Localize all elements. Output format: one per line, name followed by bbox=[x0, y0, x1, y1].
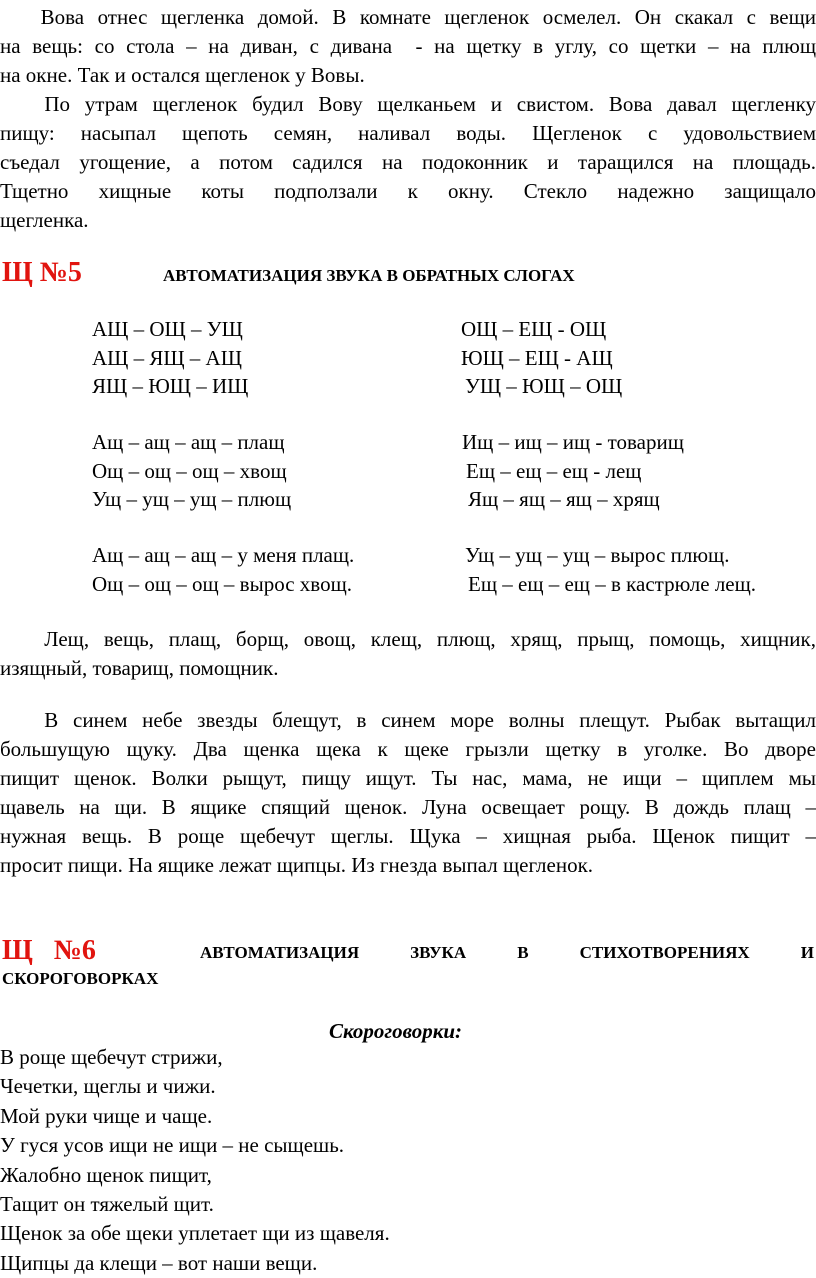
poem-line: Щипцы да клещи – вот наши вещи. bbox=[0, 1250, 318, 1275]
syllable-line: АЩ – ОЩ – УЩ bbox=[92, 317, 243, 341]
paragraph-goldfinch-mornings bbox=[0, 90, 816, 235]
syllable-line: Ащ – ащ – ащ – плащ bbox=[92, 430, 285, 454]
text-line: съедал угощение, а потом садился на подоконник и таращился на площадь. bbox=[0, 150, 816, 174]
text-line: пищит щенок. Волки рыщут, пищу ищут. Ты нас, мама, не ищи – щиплем мы bbox=[0, 766, 816, 790]
poem-line: У гуся усов ищи не ищи – не сыщешь. bbox=[0, 1133, 345, 1158]
text-line: нужная вещь. В роще щебечут щеглы. Щука – хищная рыба. Щенок пищит – bbox=[0, 824, 816, 848]
paragraph-word-list bbox=[0, 625, 816, 683]
text-line: на вещь: со стола – на диван, с дивана - на щетку в углу, со щетки – на плющ bbox=[0, 34, 816, 58]
text-line: большущую щуку. Два щенка щека к щеке грызли щетку в уголке. Во дворе bbox=[0, 737, 816, 761]
poem-line: Жалобно щенок пищит, bbox=[0, 1162, 212, 1187]
section-6-number: Щ №6 bbox=[2, 935, 96, 966]
syllables-left-group-1 bbox=[92, 315, 248, 401]
text-line: щегленка. bbox=[0, 208, 89, 232]
phrase-line: Ощ – ощ – ощ – вырос хвощ. bbox=[92, 571, 352, 596]
poem-line: Мой руки чище и чаще. bbox=[0, 1103, 213, 1128]
words-left-group-2 bbox=[92, 428, 291, 514]
text-line: По утрам щегленок будил Вову щелканьем и свистом. Вова давал щегленку bbox=[0, 92, 816, 116]
paragraph-practice-text bbox=[0, 706, 816, 880]
syllable-line: УЩ – ЮЩ – ОЩ bbox=[465, 374, 623, 398]
section-6-title-line-2: СКОРОГОВОРКАХ bbox=[2, 969, 159, 988]
text-line: щавель на щи. В ящике спящий щенок. Луна освещает рощу. В дождь плащ – bbox=[0, 795, 816, 819]
text-line: пищу: насыпал щепоть семян, наливал воды. Щегленок с удовольствием bbox=[0, 121, 816, 145]
text-line: просит пищи. На ящике лежат щипцы. Из гнезда выпал щегленок. bbox=[0, 853, 594, 877]
syllable-line: Ущ – ущ – ущ – плющ bbox=[92, 487, 292, 511]
phrases-left-group-3 bbox=[92, 541, 354, 598]
phrase-line: Ещ – ещ – ещ – в кастрюле лещ. bbox=[468, 571, 757, 596]
syllable-line: Ощ – ощ – ощ – хвощ bbox=[92, 458, 287, 483]
text-line: Тщетно хищные коты подползали к окну. Стекло надежно защищало bbox=[0, 179, 816, 203]
poem-line: Щенок за обе щеки уплетает щи из щавеля. bbox=[0, 1221, 390, 1246]
syllable-line: ОЩ – ЕЩ - ОЩ bbox=[461, 317, 607, 341]
phrase-line: Ущ – ущ – ущ – вырос плющ. bbox=[465, 543, 730, 567]
phrase-line: Ащ – ащ – ащ – у меня плащ. bbox=[92, 543, 355, 567]
syllable-line: ЯЩ – ЮЩ – ИЩ bbox=[92, 374, 249, 398]
syllable-line: ЮЩ – ЕЩ - АЩ bbox=[461, 345, 613, 370]
syllable-line: Ящ – ящ – ящ – хрящ bbox=[468, 487, 660, 511]
section-6-title-text: АВТОМАТИЗАЦИЯ ЗВУКА В СТИХОТВОРЕНИЯХ И bbox=[200, 943, 814, 962]
syllable-line: АЩ – ЯЩ – АЩ bbox=[92, 345, 242, 370]
text-line: В синем небе звезды блещут, в синем море волны плещут. Рыбак вытащил bbox=[0, 708, 816, 732]
paragraph-goldfinch-home bbox=[0, 3, 816, 90]
poem-line: Тащит он тяжелый щит. bbox=[0, 1192, 214, 1217]
words-right-group-2 bbox=[462, 428, 684, 514]
tongue-twisters-subtitle: Скороговорки: bbox=[329, 1019, 463, 1043]
poem-line: Чечетки, щеглы и чижи. bbox=[0, 1074, 216, 1099]
text-line: на окне. Так и остался щегленок у Вовы. bbox=[0, 63, 365, 87]
section-6-title-line-1 bbox=[200, 942, 814, 964]
poem-line: В роще щебечут стрижи, bbox=[0, 1045, 223, 1069]
text-line: изящный, товарищ, помощник. bbox=[0, 656, 279, 680]
syllable-line: Ищ – ищ – ищ - товарищ bbox=[462, 430, 684, 454]
phrases-right-group-3 bbox=[465, 541, 756, 598]
text-line: Вова отнес щегленка домой. В комнате щегленок осмелел. Он скакал с вещи bbox=[0, 5, 816, 29]
syllables-right-group-1 bbox=[461, 315, 622, 401]
syllable-line: Ещ – ещ – ещ - лещ bbox=[466, 458, 642, 483]
tongue-twisters-list bbox=[0, 1043, 390, 1278]
section-5-number: Щ №5 bbox=[2, 257, 82, 288]
text-line: Лещ, вещь, плащ, борщ, овощ, клещ, плющ, хрящ, прыщ, помощь, хищник, bbox=[0, 627, 816, 651]
section-5-title: АВТОМАТИЗАЦИЯ ЗВУКА В ОБРАТНЫХ СЛОГАХ bbox=[163, 266, 575, 285]
